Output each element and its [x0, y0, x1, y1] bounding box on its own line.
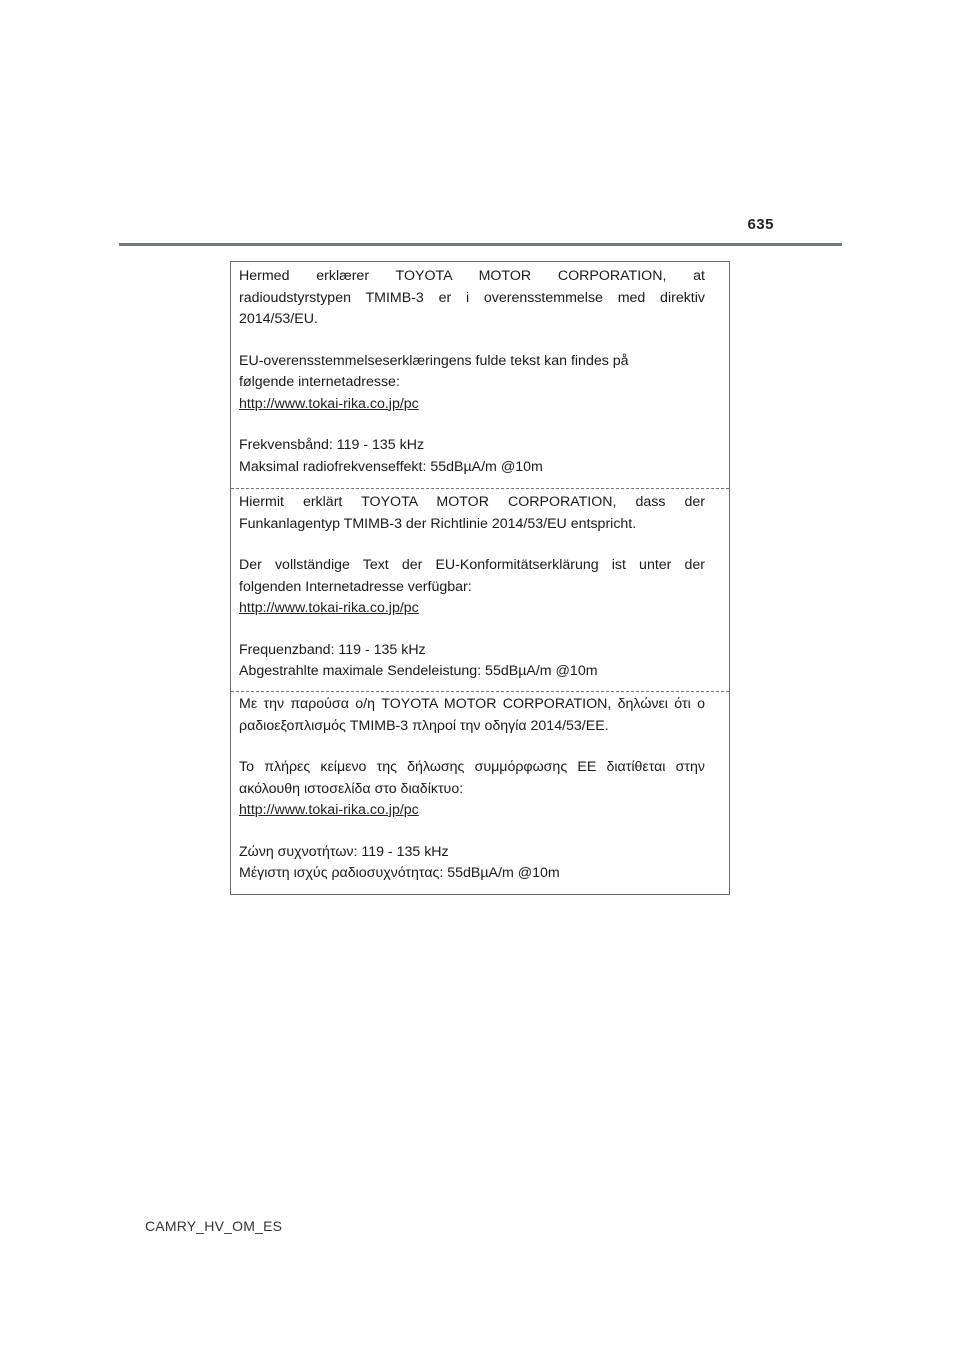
declaration-text: Με την παρούσα ο/η TOYOTA MOTOR CORPORATION, δηλώνει ότι ο ραδιοεξοπλισμός TMIMB-3 πληροί την οδηγία 2014/53/ΕΕ. — [239, 696, 705, 734]
page-number: 635 — [747, 216, 774, 233]
fulltext-paragraph — [239, 351, 705, 416]
frequency-band: Frekvensbånd: 119 - 135 kHz — [239, 437, 425, 453]
specs-paragraph — [239, 640, 705, 683]
document-code: CAMRY_HV_OM_ES — [145, 1218, 283, 1234]
fulltext-line: EU-overensstemmelseserklæringens fulde tekst kan findes på — [239, 352, 629, 369]
fulltext-paragraph — [239, 757, 705, 822]
fulltext-paragraph — [239, 555, 705, 620]
specs-paragraph — [239, 435, 705, 478]
specs-paragraph — [239, 842, 705, 885]
declaration-section-german — [231, 488, 729, 691]
declaration-url-link[interactable]: http://www.tokai-rika.co.jp/pc — [239, 802, 419, 818]
declaration-url-link[interactable]: http://www.tokai-rika.co.jp/pc — [239, 600, 419, 616]
declaration-box — [230, 261, 730, 895]
max-power: Abgestrahlte maximale Sendeleistung: 55dBµA/m @10m — [239, 663, 598, 679]
declaration-text: Hiermit erklärt TOYOTA MOTOR CORPORATION, dass der Funkanlagentyp TMIMB-3 der Richtlinie 2014/53/EU entspricht. — [239, 494, 705, 532]
max-power: Μέγιστη ισχύς ραδιοσυχνότητας: 55dBµA/m @10m — [239, 865, 560, 881]
declaration-text: Hermed erklærer TOYOTA MOTOR CORPORATION, at radioudstyrstypen TMIMB-3 er i overensstemmelse med direktiv 2014/53/EU. — [239, 268, 705, 327]
fulltext-text: Το πλήρες κείμενο της δήλωσης συμμόρφωσης ΕΕ διατίθεται στην ακόλουθη ιστοσελίδα στο διαδίκτυο: — [239, 759, 705, 797]
header-rule — [119, 243, 842, 246]
max-power: Maksimal radiofrekvenseffekt: 55dBµA/m @10m — [239, 458, 543, 475]
frequency-band: Ζώνη συχνοτήτων: 119 - 135 kHz — [239, 843, 449, 860]
fulltext-line: følgende internetadresse: — [239, 374, 400, 390]
declaration-url-link[interactable]: http://www.tokai-rika.co.jp/pc — [239, 395, 419, 412]
declaration-section-greek — [231, 691, 729, 894]
frequency-band: Frequenzband: 119 - 135 kHz — [239, 641, 426, 658]
fulltext-text: Der vollständige Text der EU-Konformitätserklärung ist unter der folgenden Internetadresse verfügbar: — [239, 557, 705, 595]
declaration-section-danish — [231, 262, 729, 488]
